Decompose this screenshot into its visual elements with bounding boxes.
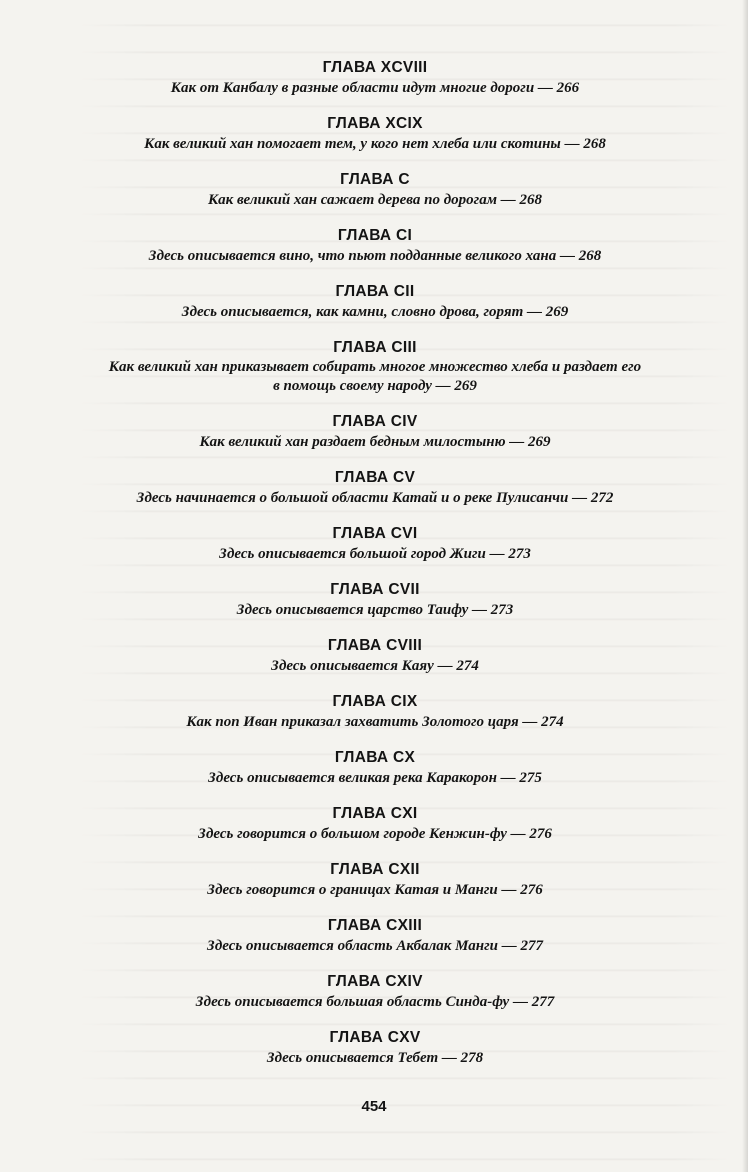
- chapter-heading: ГЛАВА XCIX: [327, 115, 423, 132]
- chapter-title: Здесь описывается вино, что пьют подданные великого хана — 268: [148, 248, 602, 264]
- chapter-heading: ГЛАВА CI: [337, 227, 413, 244]
- chapter-title: Как поп Иван приказал захватить Золотого царя — 274: [186, 714, 564, 730]
- chapter-title: Как великий хан раздает бедным милостыню — 269: [199, 434, 551, 450]
- chapter-entry: [60, 170, 690, 210]
- chapter-entry: [60, 860, 690, 900]
- page-number: 454: [361, 1098, 387, 1115]
- chapter-title: Как великий хан сажает дерева по дорогам — 268: [208, 192, 542, 208]
- chapter-title: Здесь описывается область Акбалак Манги — 277: [207, 938, 543, 954]
- chapter-title: Здесь описывается большой город Жиги — 273: [219, 546, 531, 562]
- chapter-title: Здесь начинается о большой области Катай и о реке Пулисанчи — 272: [136, 490, 614, 506]
- chapter-title: Здесь говорится о большом городе Кенжин-фу — 276: [198, 826, 552, 842]
- chapter-entry: [60, 804, 690, 844]
- chapter-entry: [60, 412, 690, 452]
- chapter-entry: [60, 1028, 690, 1068]
- chapter-title: Как от Канбалу в разные области идут многие дороги — 266: [170, 80, 580, 96]
- chapter-entry: [60, 580, 690, 620]
- chapter-entry: [60, 692, 690, 732]
- chapter-title: Здесь описывается, как камни, словно дрова, горят — 269: [181, 304, 569, 320]
- page-edge-shadow: [742, 0, 748, 1172]
- chapter-title-line: в помощь своему народу — 269: [273, 378, 477, 394]
- chapter-entry: [60, 58, 690, 98]
- chapter-title: Здесь описывается великая река Каракорон — 275: [208, 770, 542, 786]
- table-of-contents: [60, 58, 690, 1084]
- chapter-title: Здесь говорится о границах Катая и Манги — 276: [207, 882, 543, 898]
- chapter-heading: ГЛАВА CX: [334, 749, 416, 766]
- chapter-title: Здесь описывается большая область Синда-фу — 277: [195, 994, 555, 1010]
- chapter-title: Как великий хан помогает тем, у кого нет хлеба или скотины — 268: [144, 136, 606, 152]
- chapter-entry: [60, 972, 690, 1012]
- chapter-entry: [60, 468, 690, 508]
- chapter-heading: ГЛАВА CV: [334, 469, 416, 486]
- chapter-entry: [60, 524, 690, 564]
- chapter-title: Здесь описывается Каяу — 274: [271, 658, 479, 674]
- chapter-heading: ГЛАВА CII: [335, 283, 415, 300]
- chapter-heading: ГЛАВА CXI: [332, 805, 418, 822]
- chapter-title-line: Как великий хан приказывает собирать многое множество хлеба и раздает его: [108, 359, 642, 375]
- chapter-heading: ГЛАВА CXV: [329, 1029, 421, 1046]
- chapter-title: [60, 358, 690, 396]
- chapter-heading: ГЛАВА С: [340, 171, 410, 188]
- chapter-entry: [60, 916, 690, 956]
- chapter-heading: ГЛАВА CIX: [332, 693, 418, 710]
- chapter-heading: ГЛАВА CXIII: [327, 917, 423, 934]
- chapter-heading: ГЛАВА CXIV: [327, 973, 423, 990]
- chapter-entry: [60, 226, 690, 266]
- chapter-heading: ГЛАВА CIV: [332, 413, 418, 430]
- chapter-heading: ГЛАВА CIII: [333, 339, 417, 356]
- chapter-heading: ГЛАВА CVIII: [327, 637, 423, 654]
- chapter-entry: [60, 114, 690, 154]
- chapter-entry: [60, 636, 690, 676]
- chapter-title: Здесь описывается Тебет — 278: [266, 1050, 484, 1066]
- chapter-heading: ГЛАВА XCVIII: [322, 59, 428, 76]
- chapter-entry: [60, 748, 690, 788]
- chapter-entry: [60, 282, 690, 322]
- chapter-title: Здесь описывается царство Таифу — 273: [236, 602, 514, 618]
- chapter-heading: ГЛАВА CXII: [330, 861, 420, 878]
- chapter-heading: ГЛАВА CVI: [332, 525, 418, 542]
- chapter-heading: ГЛАВА CVII: [330, 581, 420, 598]
- chapter-entry: [60, 338, 690, 396]
